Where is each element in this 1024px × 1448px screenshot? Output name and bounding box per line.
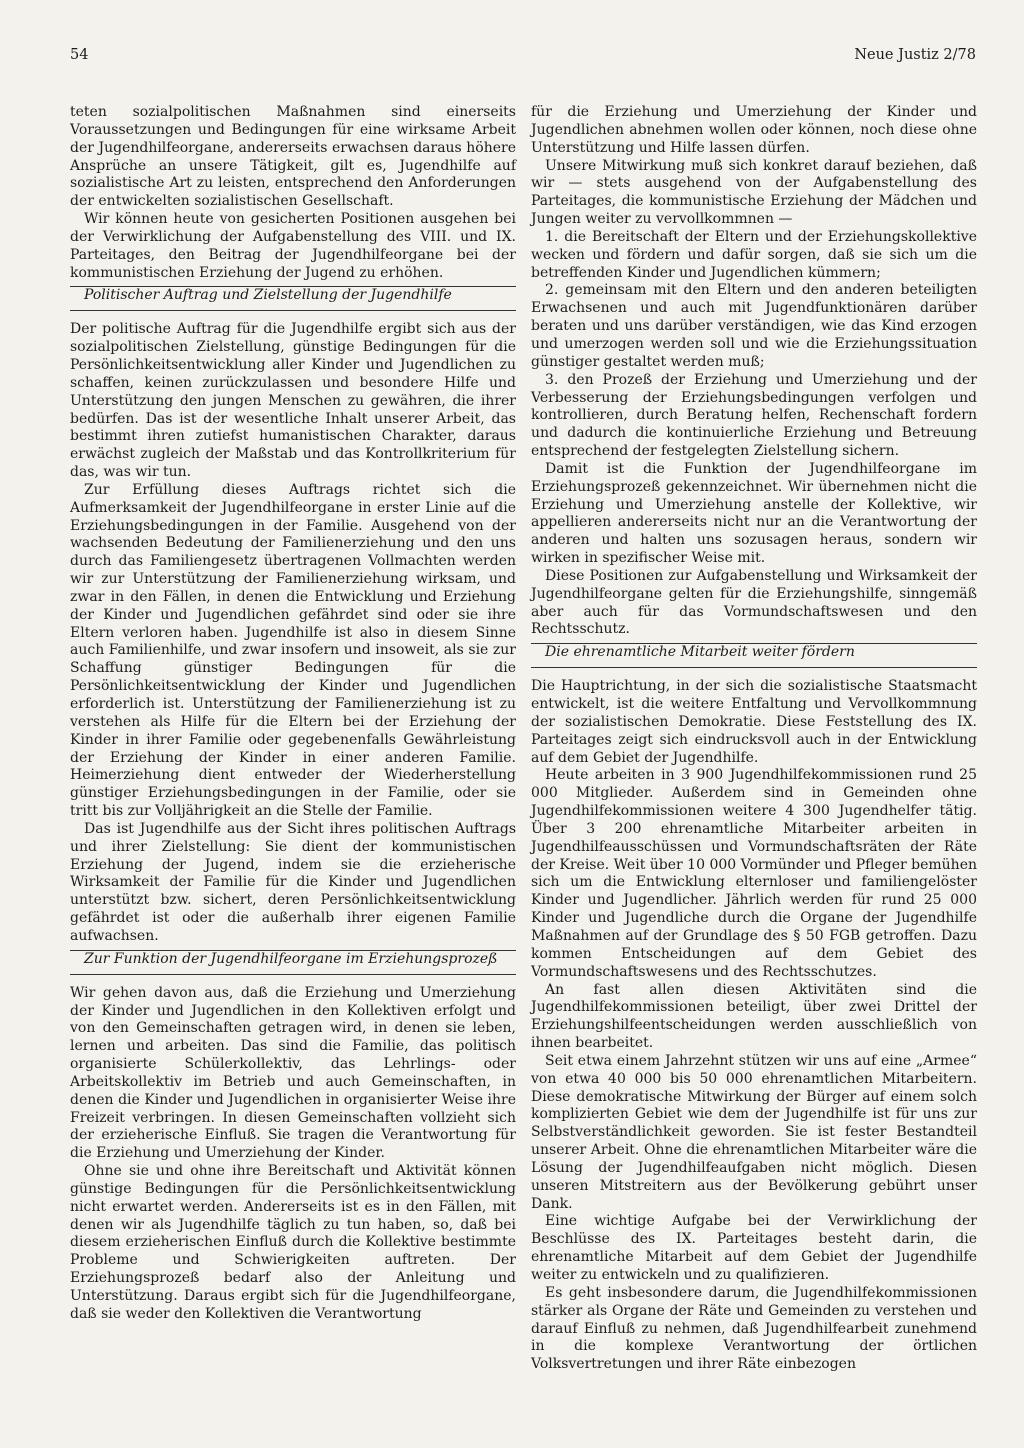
section-heading: Die ehrenamtliche Mitarbeit weiter fördern bbox=[545, 644, 855, 661]
section-heading: Politischer Auftrag und Zielstellung der Jugendhilfe bbox=[84, 287, 452, 304]
section-heading: Zur Funktion der Jugendhilfeorgane im Erziehungsprozeß bbox=[84, 950, 498, 967]
paragraph: Wir können heute von gesicherten Positionen ausgehen bei der Verwirklichung der Aufgabenstellung des VIII. und IX. Parteitages, den Beitrag der Jugendhilfeorgane bei der kommunistischen Erziehung der Jugend zu erhöhen. bbox=[70, 211, 516, 281]
paragraph: Diese Positionen zur Aufgabenstellung und Wirksamkeit der Jugendhilfeorgane gelten für die Erziehungshilfe, sinngemäß aber auch für das Vormundschaftswesen und den Rechtsschutz. bbox=[531, 567, 977, 638]
paragraph: Seit etwa einem Jahrzehnt stützen wir uns auf eine „Armee“ von etwa 40 000 bis 50 000 ehrenamtlichen Mitarbeitern. Diese demokratische Mitwirkung der Bürger auf einem solch komplizierten Gebiet wie dem der Jugendhilfe ist für uns zur Selbstverständlichkeit geworden. Sie ist fester Bestandteil unserer Arbeit. Ohne die ehrenamtlichen Mitarbeiter wäre die Lösung der Jugendhilfeaufgaben nicht möglich. Diesen unseren Mitstreitern aus der Bevölkerung gebührt unser Dank. bbox=[531, 1052, 977, 1212]
paragraph: Das ist Jugendhilfe aus der Sicht ihres politischen Auftrags und ihrer Zielstellung: Sie dient der kommunistischen Erziehung der Jugend, indem sie die erzieherische Wirksamkeit der Familie für die Kinder und Jugendlichen unterstützt bzw. sichert, deren Persönlichkeitsentwicklung gefährdet ist oder die außerhalb ihrer eigenen Familie aufwachsen. bbox=[70, 820, 516, 944]
right-column bbox=[531, 104, 977, 1374]
paragraph: An fast allen diesen Aktivitäten sind die Jugendhilfekommissionen beteiligt, über zwei Drittel der Erziehungshilfeentscheidungen werden ausschließlich von ihnen bearbeitet. bbox=[531, 981, 977, 1052]
section-divider bbox=[531, 667, 977, 668]
paragraph: Eine wichtige Aufgabe bei der Verwirklichung der Beschlüsse des IX. Parteitages besteht darin, die ehrenamtliche Mitarbeit auf dem Gebiet der Jugendhilfe weiter zu entwickeln und zu qualifizieren. bbox=[531, 1213, 977, 1283]
paragraph: Wir gehen davon aus, daß die Erziehung und Umerziehung der Kinder und Jugendlichen in den Kollektiven erfolgt und von den Gemeinschaften getragen wird, in denen sie leben, lernen und arbeiten. Das sind die Familie, das politisch organisierte Schülerkollektiv, das Lehrlings- oder Arbeitskollektiv im Betrieb und auch Gemeinschaften, in denen die Kinder und Jugendlichen in organisierter Weise ihre Freizeit verbringen. In diesen Gemeinschaften vollzieht sich der erzieherische Einfluß. Sie tragen die Verantwortung für die Erziehung und Umerziehung der Kinder. bbox=[70, 984, 516, 1162]
paragraph: Damit ist die Funktion der Jugendhilfeorgane im Erziehungsprozeß gekennzeichnet. Wir übernehmen nicht die Erziehung und Umerziehung anstelle der Kollektive, wir appellieren andererseits nicht nur an die Verantwortung der anderen und halten uns sozusagen heraus, sondern wir wirken in spezifischer Weise mit. bbox=[531, 460, 977, 567]
section-divider bbox=[70, 310, 516, 311]
paragraph: Unsere Mitwirkung muß sich konkret darauf beziehen, daß wir — stets ausgehend von der Aufgabenstellung des Parteitages, die kommunistische Erziehung der Mädchen und Jungen weiter zu vervollkommnen — bbox=[531, 157, 977, 228]
section-divider bbox=[70, 974, 516, 975]
paragraph: Zur Erfüllung dieses Auftrags richtet sich die Aufmerksamkeit der Jugendhilfeorgane in erster Linie auf die Erziehungsbedingungen in der Familie. Ausgehend von der wachsenden Bedeutung der Familienerziehung und den uns durch das Familiengesetz übertragenen Vollmachten werden wir zur Unterstützung der Familienerziehung wirksam, und zwar in den Fällen, in denen die Entwicklung und Erziehung der Kinder und Jugendlichen gefährdet sind oder sie ihre Eltern verloren haben. Jugendhilfe ist also in diesem Sinne auch Familienhilfe, und zwar insofern und insoweit, als sie zur Schaffung günstiger Bedingungen für die Persönlichkeitsentwicklung der Kinder und Jugendlichen erforderlich ist. Unterstützung der Familienerziehung ist zu verstehen als Hilfe für die Eltern bei der Erziehung der Kinder in ihrer Familie oder gegebenenfalls Gewährleistung der Erziehung der Kinder in einer anderen Familie. Heimerziehung dient entweder der Wiederherstellung günstiger Erziehungsbedingungen in der Familie, oder sie tritt bis zur Volljährigkeit an die Stelle der Familie. bbox=[70, 481, 516, 820]
list-item: 1. die Bereitschaft der Eltern und der Erziehungskollektive wecken und fördern und dafür sorgen, daß sie sich um die betreffenden Kinder und Jugendlichen kümmern; bbox=[531, 228, 977, 281]
list-item: 3. den Prozeß der Erziehung und Umerziehung und der Verbesserung der Erziehungsbedingungen verfolgen und kontrollieren, durch Beratung helfen, Rechenschaft fordern und dadurch die kontinuierliche Erziehung und Betreuung entsprechend der festgelegten Zielstellung sichern. bbox=[531, 371, 977, 460]
paragraph: Der politische Auftrag für die Jugendhilfe ergibt sich aus der sozialpolitischen Zielstellung, günstige Bedingungen für die Persönlichkeitsentwicklung aller Kinder und Jugendlichen zu schaffen, keinen zurückzulassen und besondere Hilfe und Unterstützung den jungen Menschen zu gewähren, die ihrer bedürfen. Das ist der wesentliche Inhalt unserer Arbeit, das bestimmt ihren zutiefst humanistischen Charakter, daraus erwächst zugleich der Maßstab und das Kontrollkriterium für das, was wir tun. bbox=[70, 321, 516, 481]
paragraph: Die Hauptrichtung, in der sich die sozialistische Staatsmacht entwickelt, ist die weitere Entfaltung und Vervollkommnung der sozialistischen Demokratie. Diese Feststellung des IX. Parteitages zeigt sich eindrucksvoll auch in der Entwicklung auf dem Gebiet der Jugendhilfe. bbox=[531, 678, 977, 766]
paragraph: Ohne sie und ohne ihre Bereitschaft und Aktivität können günstige Bedingungen für die Persönlichkeitsentwicklung nicht erwartet werden. Andererseits ist es in den Fällen, mit denen wir als Jugendhilfe täglich zu tun haben, so, daß bei diesem erzieherischen Einfluß durch die Kollektive bestimmte Probleme und Schwierigkeiten auftreten. Der Erziehungsprozeß bedarf also der Anleitung und Unterstützung. Daraus ergibt sich für die Jugendhilfeorgane, daß sie weder den Kollektiven die Verantwortung bbox=[70, 1163, 516, 1322]
paragraph: teten sozialpolitischen Maßnahmen sind einerseits Voraussetzungen und Bedingungen für eine wirksame Arbeit der Jugendhilfeorgane, andererseits erwachsen daraus höhere Ansprüche an unsere Tätigkeit, gilt es, Jugendhilfe auf sozialistische Art zu leisten, entsprechend den Anforderungen der entwickelten sozialistischen Gesellschaft. bbox=[70, 104, 516, 210]
left-column bbox=[70, 104, 516, 1324]
journal-issue: Neue Justiz 2/78 bbox=[854, 47, 976, 63]
paragraph: Heute arbeiten in 3 900 Jugendhilfekommissionen rund 25 000 Mitglieder. Außerdem sind in Gemeinden ohne Jugendhilfekommissionen weitere 4 300 Jugendhelfer tätig. Über 3 200 ehrenamtliche Mitarbeiter arbeiten in Jugendhilfeausschüssen und Vormundschaftsräten der Räte der Kreise. Weit über 10 000 Vormünder und Pfleger bemühen sich um die Entwicklung elternloser und familiengelöster Kinder und Jugendlicher. Jährlich werden für rund 25 000 Kinder und Jugendliche durch die Organe der Jugendhilfe Maßnahmen auf der Grundlage des § 50 FGB getroffen. Dazu kommen Entscheidungen auf dem Gebiet des Vormundschaftswesens und des Rechtsschutzes. bbox=[531, 767, 977, 980]
paragraph: für die Erziehung und Umerziehung der Kinder und Jugendlichen abnehmen wollen oder können, noch diese ohne Unterstützung und Hilfe lassen dürfen. bbox=[531, 104, 977, 156]
page-number: 54 bbox=[70, 47, 89, 63]
paragraph: Es geht insbesondere darum, die Jugendhilfekommissionen stärker als Organe der Räte und Gemeinden zu verstehen und darauf Einfluß zu nehmen, daß Jugendhilfearbeit zunehmend in die komplexe Verantwortung der örtlichen Volksvertretungen und ihrer Räte einbezogen bbox=[531, 1284, 977, 1373]
page-header bbox=[70, 47, 976, 69]
list-item: 2. gemeinsam mit den Eltern und den anderen beteiligten Erwachsenen und auch mit Jugendfunktionären darüber beraten und uns darüber verständigen, wie das Kind erzogen und umerzogen werden soll und wie die Erziehungssituation günstiger gestaltet werden muß; bbox=[531, 282, 977, 370]
